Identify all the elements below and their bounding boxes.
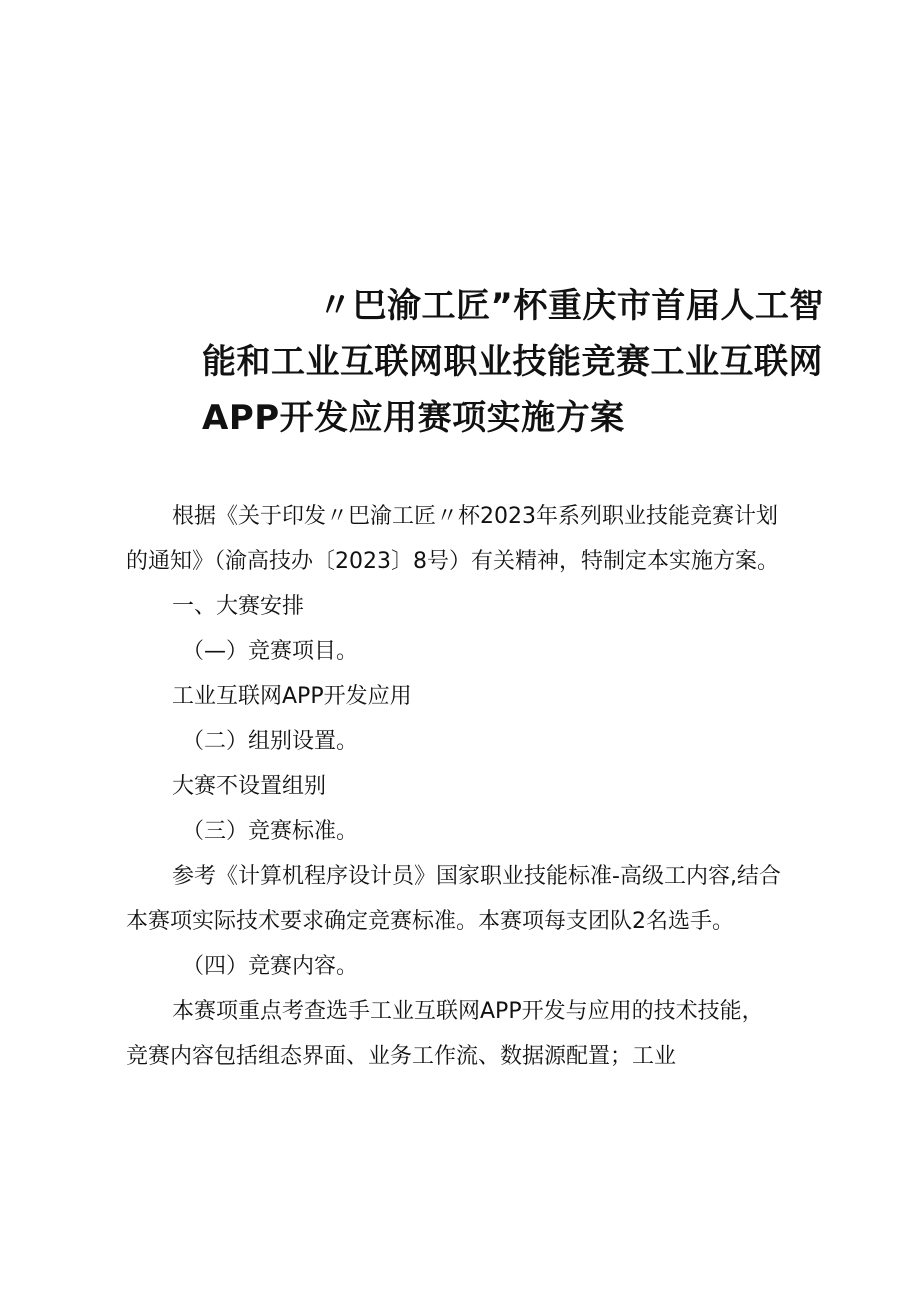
subsection-heading-3: （三）竞赛标准。 <box>182 819 359 844</box>
paragraph-content-line-1: 本赛项重点考查选手工业互联网APP开发与应用的技术技能， <box>172 999 764 1024</box>
section-heading-1: 一、大赛安排 <box>172 594 305 619</box>
title-line-2: 能和工业互联网职业技能竞赛工业互联网 <box>202 342 823 382</box>
paragraph-intro-line-1: 根据《关于印发〃巴渝工匠〃杯2023年系列职业技能竞赛计划 <box>172 504 778 529</box>
document-title <box>0 278 920 446</box>
title-line-3: APP开发应用赛项实施方案 <box>202 398 625 438</box>
subsection-heading-1: （—）竞赛项目。 <box>182 639 359 664</box>
subsection-heading-4: （四）竞赛内容。 <box>182 954 359 979</box>
title-line-1: 〃巴渝工匠”杯重庆市首届人工智 <box>318 286 824 326</box>
paragraph-standard-line-2: 本赛项实际技术要求确定竞赛标准。本赛项每支团队2名选手。 <box>126 909 734 934</box>
paragraph-project: 工业互联网APP开发应用 <box>172 684 412 709</box>
subsection-heading-2: （二）组别设置。 <box>182 729 359 754</box>
paragraph-intro-line-2: 的通知》（渝高技办〔2023〕8号）有关精神，特制定本实施方案。 <box>126 549 779 574</box>
document-body <box>0 494 920 1079</box>
paragraph-content-line-2: 竞赛内容包括组态界面、业务工作流、数据源配置；工业 <box>126 1044 677 1069</box>
paragraph-standard-line-1: 参考《计算机程序设计员》国家职业技能标准-高级工内容,结合 <box>172 864 781 889</box>
paragraph-groups: 大赛不设置组别 <box>172 774 327 799</box>
